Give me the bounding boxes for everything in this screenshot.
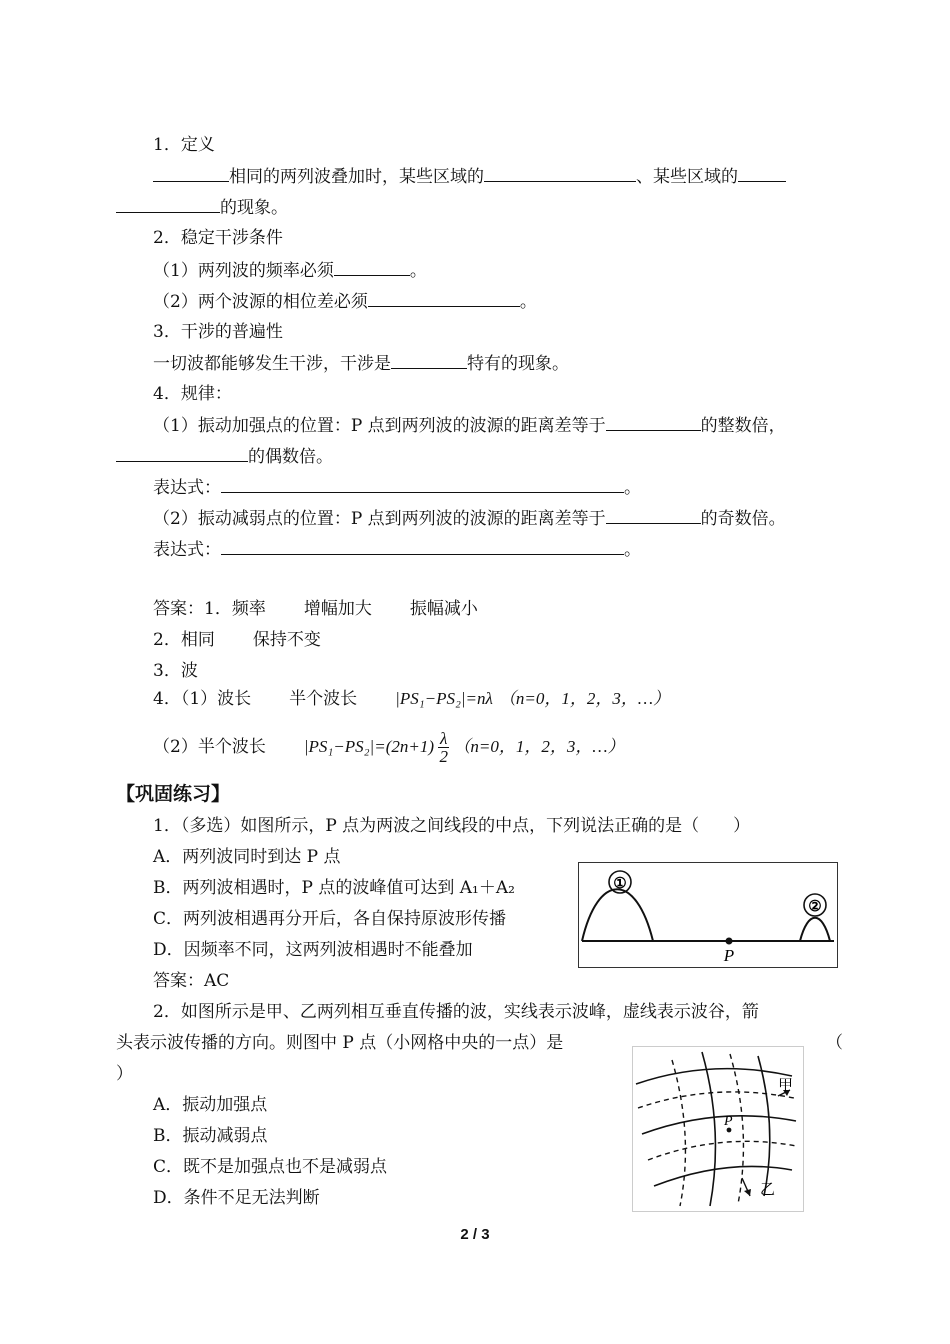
blank[interactable] bbox=[391, 352, 467, 369]
blank[interactable] bbox=[606, 507, 701, 524]
answer-text: 半个波长 bbox=[289, 689, 358, 709]
section3-text bbox=[153, 352, 569, 375]
answers-line5 bbox=[153, 730, 624, 765]
section4-item2-text: （2）振动减弱点的位置：P 点到两列波的波源的距离差等于 bbox=[153, 509, 606, 529]
formula: |PS₁−PS₂|=nλ bbox=[395, 689, 493, 708]
expr-label: 表达式： bbox=[153, 478, 221, 498]
trough-line bbox=[672, 1060, 685, 1206]
arrowhead bbox=[744, 1189, 751, 1196]
q2-stem-line1: 2．如图所示是甲、乙两列相互垂直传播的波，实线表示波峰，虚线表示波谷，箭 bbox=[153, 1002, 759, 1022]
q1-answer: 答案：AC bbox=[153, 971, 230, 991]
wave-pulse-1 bbox=[582, 889, 653, 941]
section4-heading: 4．规律： bbox=[153, 384, 232, 404]
period: 。 bbox=[409, 261, 427, 281]
formula: |PS₁−PS₂|=(2n+1) bbox=[303, 737, 435, 756]
section4-expr2 bbox=[153, 538, 641, 561]
section4-item1-line2 bbox=[116, 445, 333, 468]
answer-text: 增幅加大 bbox=[303, 599, 372, 619]
blank[interactable] bbox=[738, 165, 786, 182]
crest-line bbox=[758, 1056, 770, 1196]
fig-label-1: ① bbox=[613, 875, 627, 892]
q1-stem: 1．（多选）如图所示，P 点为两波之间线段的中点，下列说法正确的是（ ） bbox=[153, 816, 751, 836]
crest-line bbox=[636, 1069, 792, 1084]
q1-option-d[interactable]: D．因频率不同，这两列波相遇时不能叠加 bbox=[153, 940, 473, 960]
section4-item1 bbox=[153, 414, 786, 437]
answers-line2 bbox=[153, 629, 321, 651]
section4-item2-suffix: 的奇数倍。 bbox=[700, 509, 786, 529]
trough-line bbox=[730, 1054, 743, 1204]
fig-label-p: P bbox=[723, 946, 735, 965]
point-p bbox=[726, 938, 733, 945]
wave-pulse-2 bbox=[800, 918, 830, 941]
section4-item1-text: （1）振动加强点的位置：P 点到两列波的波源的距离差等于 bbox=[153, 416, 606, 436]
q2-option-a[interactable]: A．振动加强点 bbox=[153, 1095, 268, 1115]
q2-option-d[interactable]: D．条件不足无法判断 bbox=[153, 1188, 320, 1208]
q2-stem-line2: 头表示波传播的方向。则图中 P 点（小网格中央的一点）是 bbox=[116, 1033, 564, 1053]
crest-line bbox=[642, 1116, 796, 1134]
label-yi: 乙 bbox=[760, 1180, 776, 1198]
answer-text: （2）半个波长 bbox=[153, 737, 266, 757]
section1-heading: 1．定义 bbox=[153, 135, 215, 155]
section2-item2 bbox=[153, 290, 537, 313]
formula-condition: （n=0，1，2，3，…） bbox=[498, 689, 670, 708]
section3-heading: 3．干涉的普遍性 bbox=[153, 322, 283, 342]
blank[interactable] bbox=[153, 165, 229, 182]
q1-wave-figure bbox=[578, 862, 838, 968]
period: 。 bbox=[519, 292, 537, 312]
answer-text: 保持不变 bbox=[252, 630, 321, 650]
answer-text: 振幅减小 bbox=[409, 599, 478, 619]
fraction-denominator: 2 bbox=[439, 747, 448, 766]
section4-expr1 bbox=[153, 476, 641, 499]
fraction-numerator: λ bbox=[440, 729, 448, 748]
practice-title: 【巩固练习】 bbox=[116, 783, 231, 805]
formula-condition: （n=0，1，2，3，…） bbox=[453, 737, 625, 756]
q2-paren-open: （ bbox=[826, 1033, 843, 1053]
blank[interactable] bbox=[484, 165, 636, 182]
crest-line bbox=[702, 1052, 715, 1206]
answer-text: 4．（1）波长 bbox=[153, 689, 252, 709]
section1-sep: 、某些区域的 bbox=[636, 167, 738, 187]
answers-line1 bbox=[153, 598, 478, 620]
section1-line1 bbox=[153, 165, 786, 188]
blank[interactable] bbox=[368, 290, 520, 307]
q1-option-b[interactable]: B．两列波相遇时，P 点的波峰值可达到 A₁＋A₂ bbox=[153, 878, 515, 898]
section4-item2 bbox=[153, 507, 786, 530]
blank[interactable] bbox=[606, 414, 701, 431]
expr-label: 表达式： bbox=[153, 540, 221, 560]
section2-item2-text: （2）两个波源的相位差必须 bbox=[153, 292, 368, 312]
trough-line bbox=[638, 1092, 794, 1108]
q2-paren-close: ） bbox=[116, 1064, 133, 1084]
trough-line bbox=[648, 1141, 796, 1160]
section2-item1-text: （1）两列波的频率必须 bbox=[153, 261, 334, 281]
blank[interactable] bbox=[221, 538, 624, 555]
answer-text: 答案：1．频率 bbox=[153, 599, 266, 619]
section3-text-suffix: 特有的现象。 bbox=[467, 354, 569, 374]
page-number: 2 / 3 bbox=[460, 1226, 490, 1243]
q2-option-b[interactable]: B．振动减弱点 bbox=[153, 1126, 268, 1146]
section4-item1-line2-text: 的偶数倍。 bbox=[248, 447, 333, 467]
section2-heading: 2．稳定干涉条件 bbox=[153, 228, 283, 248]
q2-interference-figure bbox=[632, 1046, 804, 1212]
label-jia: 甲 bbox=[778, 1076, 794, 1094]
section1-text2: 的现象。 bbox=[220, 198, 288, 218]
section1-line2 bbox=[116, 196, 288, 219]
answers-line3: 3．波 bbox=[153, 661, 198, 681]
section1-text: 相同的两列波叠加时，某些区域的 bbox=[229, 167, 484, 187]
blank[interactable] bbox=[116, 196, 220, 213]
section3-text-prefix: 一切波都能够发生干涉，干涉是 bbox=[153, 354, 391, 374]
answers-line4 bbox=[153, 688, 670, 710]
q2-option-c[interactable]: C．既不是加强点也不是减弱点 bbox=[153, 1157, 388, 1177]
section2-item1 bbox=[153, 259, 427, 282]
section4-item1-suffix: 的整数倍， bbox=[700, 416, 786, 436]
q1-option-c[interactable]: C．两列波相遇再分开后，各自保持原波形传播 bbox=[153, 909, 507, 929]
period: 。 bbox=[624, 478, 641, 498]
fig-label-2: ② bbox=[808, 898, 822, 915]
blank[interactable] bbox=[334, 259, 410, 276]
label-p: P bbox=[724, 1114, 733, 1129]
q1-option-a[interactable]: A．两列波同时到达 P 点 bbox=[153, 847, 341, 867]
blank[interactable] bbox=[221, 476, 624, 493]
period: 。 bbox=[624, 540, 641, 560]
blank[interactable] bbox=[116, 445, 248, 462]
answer-text: 2．相同 bbox=[153, 630, 215, 650]
fraction bbox=[438, 730, 449, 765]
